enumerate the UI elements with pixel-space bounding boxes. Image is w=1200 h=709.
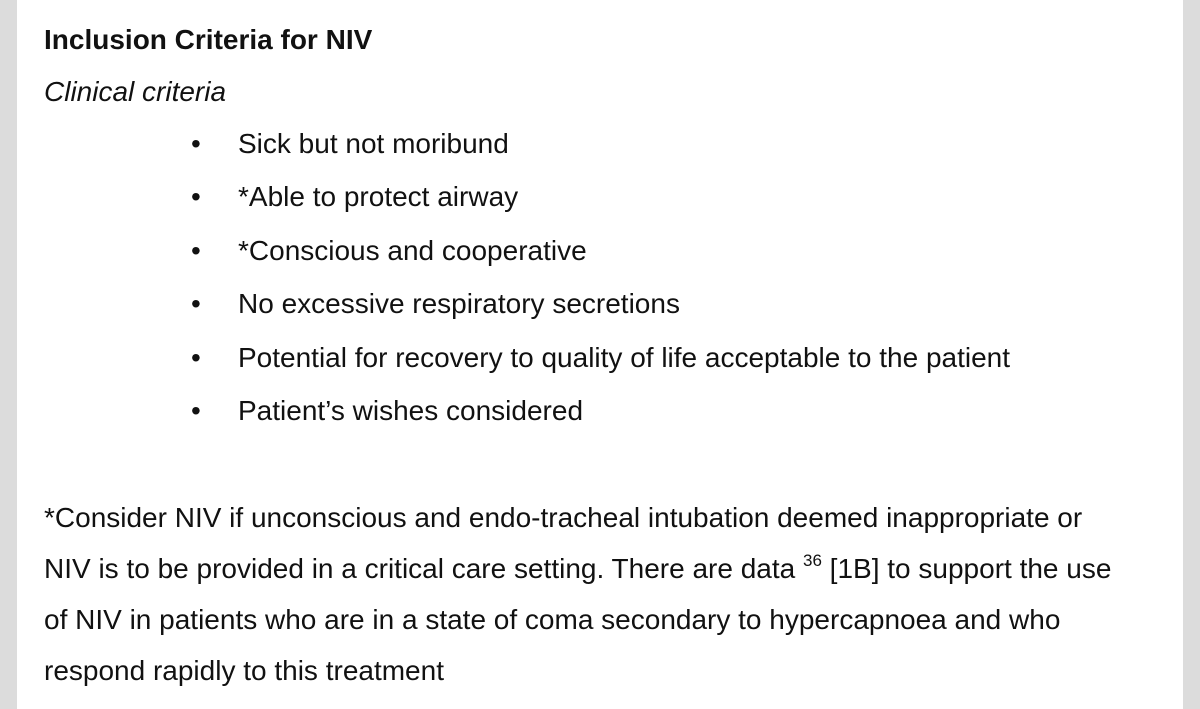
bullet-icon: • xyxy=(191,128,201,159)
criteria-item-text: Potential for recovery to quality of life acceptable to the patient xyxy=(238,341,1011,373)
reference-superscript: 36 xyxy=(802,551,822,570)
criteria-item-text: Sick but not moribund xyxy=(238,128,509,159)
bullet-icon: • xyxy=(191,234,201,266)
right-page-margin xyxy=(1183,0,1200,709)
criteria-item-text: *Conscious and cooperative xyxy=(238,234,587,266)
footnote-text: NIV is to be provided in a critical care setting. There are data xyxy=(44,553,803,584)
footnote-line: *Consider NIV if unconscious and endo-tracheal intubation deemed inappropriate or xyxy=(44,502,1083,533)
criteria-item-text: Patient’s wishes considered xyxy=(238,394,584,426)
bullet-icon: • xyxy=(191,341,201,373)
criteria-item-text: *Able to protect airway xyxy=(238,181,519,213)
bullet-icon: • xyxy=(191,288,201,320)
bullet-icon: • xyxy=(191,394,201,426)
footnote-line: respond rapidly to this treatment xyxy=(44,655,444,686)
criteria-item-text: No excessive respiratory secretions xyxy=(238,288,680,320)
bullet-icon: • xyxy=(191,181,201,213)
footnote-paragraph xyxy=(44,492,1184,696)
section-subheading: Clinical criteria xyxy=(44,76,227,107)
footnote-line: of NIV in patients who are in a state of coma secondary to hypercapnoea and who xyxy=(44,604,1061,635)
left-page-margin xyxy=(0,0,17,709)
footnote-line xyxy=(44,543,1184,594)
section-heading: Inclusion Criteria for NIV xyxy=(44,24,373,55)
footnote-text: [1B] to support the use xyxy=(821,553,1112,584)
